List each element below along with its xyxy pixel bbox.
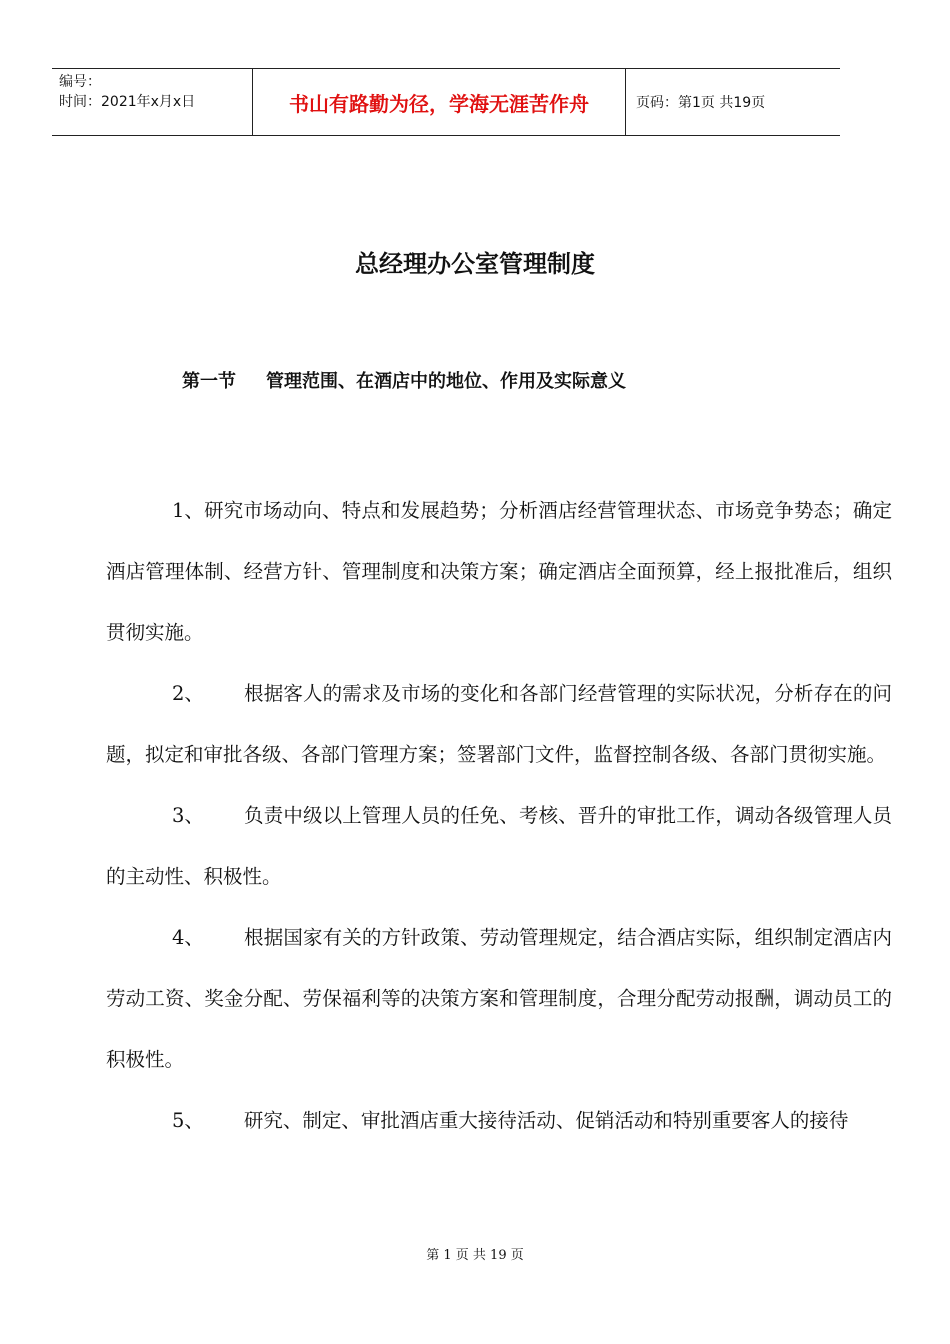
header-motto: 书山有路勤为径，学海无涯苦作舟	[289, 91, 589, 116]
document-date-label: 时间：2021年x月x日	[59, 94, 196, 110]
paragraph-number: 3、	[172, 804, 204, 827]
paragraph-4	[106, 907, 892, 1090]
paragraph-number: 4、	[172, 926, 204, 949]
document-body	[106, 480, 892, 1151]
paragraph-5	[106, 1090, 892, 1151]
header-table	[52, 68, 840, 136]
header-page-cell	[626, 69, 840, 135]
section-number: 第一节	[182, 371, 236, 392]
paragraph-text: 研究、制定、审批酒店重大接待活动、促销活动和特别重要客人的接待	[243, 1109, 849, 1132]
header-meta-cell	[52, 69, 253, 135]
header-motto-cell	[253, 69, 626, 135]
paragraph-3	[106, 785, 892, 907]
paragraph-number: 1、	[172, 499, 204, 522]
document-number-label: 编号：	[59, 74, 101, 90]
paragraph-text: 根据国家有关的方针政策、劳动管理规定，结合酒店实际，组织制定酒店内劳动工资、奖金分配、劳保福利等的决策方案和管理制度，合理分配劳动报酬，调动员工的积极性。	[106, 926, 892, 1071]
paragraph-1	[106, 480, 892, 663]
document-title: 总经理办公室管理制度	[355, 250, 595, 278]
paragraph-number: 5、	[172, 1109, 204, 1132]
paragraph-text: 根据客人的需求及市场的变化和各部门经营管理的实际状况，分析存在的问题，拟定和审批各级、各部门管理方案；签署部门文件，监督控制各级、各部门贯彻实施。	[106, 682, 892, 766]
paragraph-2	[106, 663, 892, 785]
section-title: 管理范围、在酒店中的地位、作用及实际意义	[266, 371, 626, 392]
section-heading	[182, 367, 626, 393]
paragraph-number: 2、	[172, 682, 204, 705]
header-page-info: 页码：第1页 共19页	[636, 95, 766, 111]
paragraph-text: 负责中级以上管理人员的任免、考核、晋升的审批工作，调动各级管理人员的主动性、积极性。	[106, 804, 892, 888]
paragraph-text: 研究市场动向、特点和发展趋势；分析酒店经营管理状态、市场竞争势态；确定酒店管理体制、经营方针、管理制度和决策方案；确定酒店全面预算，经上报批准后，组织贯彻实施。	[106, 499, 892, 644]
page-footer: 第 1 页 共 19 页	[426, 1248, 524, 1263]
